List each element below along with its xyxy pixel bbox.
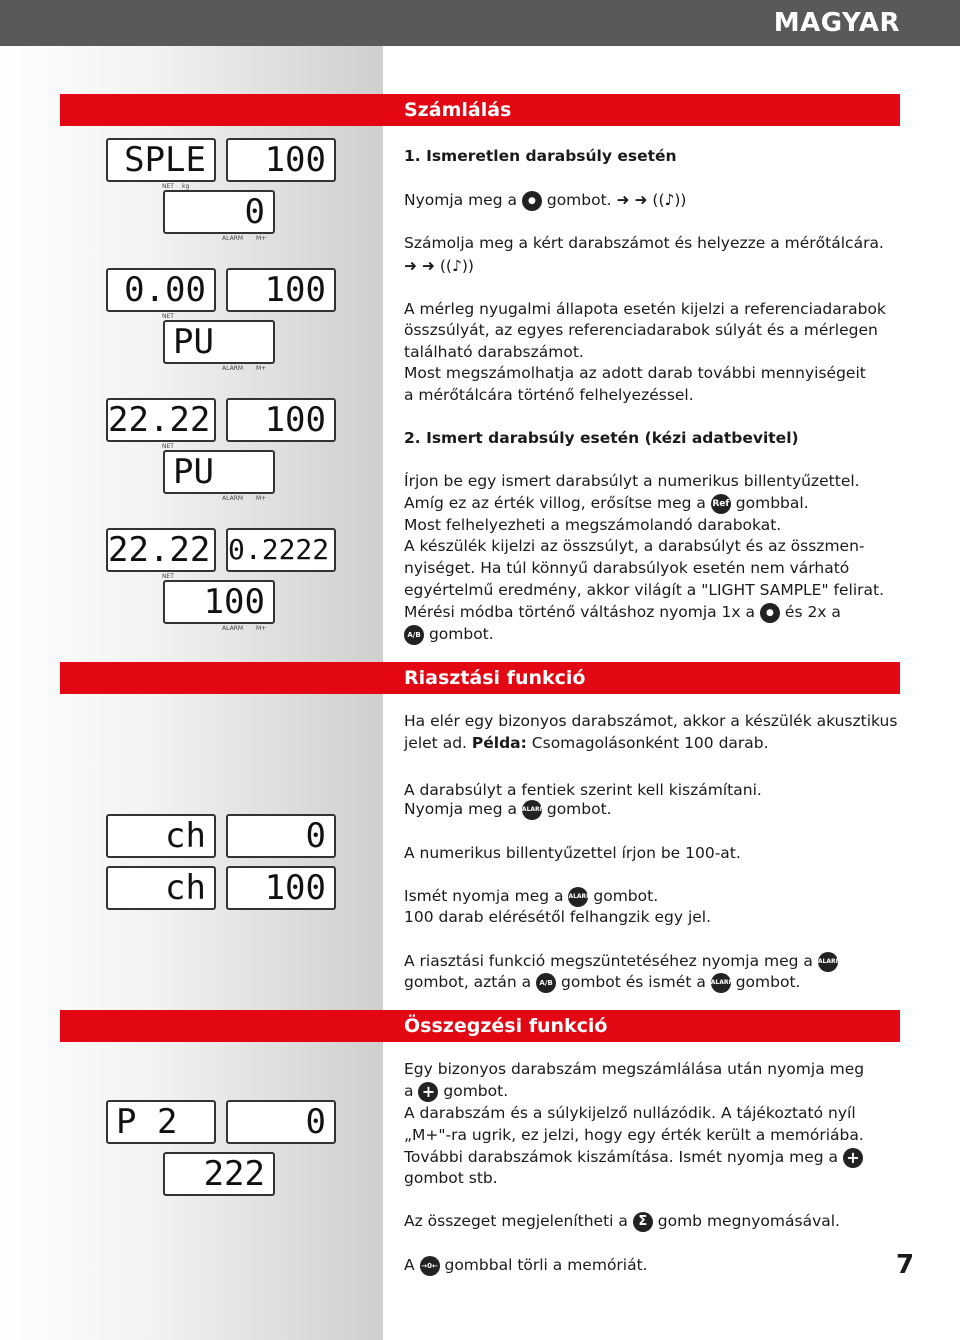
text-line: összsúlyát, az egyes referenciadarabok súlyát és a mérlegen	[404, 321, 878, 339]
text-line: „M+"-ra ugrik, ez jelzi, hogy egy érték került a memóriába.	[404, 1126, 864, 1144]
beep-icon: ((♪))	[652, 191, 687, 209]
mplus-indicator: M+	[256, 495, 267, 502]
text-line: További darabszámok kiszámítása. Ismét nyomja meg a +	[404, 1147, 863, 1169]
alarm-button-icon: ALARM	[568, 887, 588, 907]
text-line: Most felhelyezheti a megszámolandó darabokat.	[404, 516, 782, 534]
sigma-button-icon: Σ	[633, 1212, 653, 1232]
page-number: 7	[896, 1250, 915, 1280]
text-line: Amíg ez az érték villog, erősítse meg a Ref gombbal.	[404, 494, 809, 512]
arrow-right-icon: ➜ ➜	[404, 257, 435, 275]
net-indicator: NET	[162, 183, 174, 190]
sum-lcd-right: 0	[226, 1100, 336, 1144]
net-indicator: NET	[162, 573, 174, 580]
alarm-button-icon: ALARM	[818, 952, 838, 972]
text-line: a + gombot.	[404, 1081, 509, 1101]
subheading-unknown-weight: 1. Ismeretlen darabsúly esetén	[404, 147, 677, 165]
kg-indicator: kg	[182, 183, 190, 190]
net-indicator: NET	[162, 443, 174, 450]
alarm-button-icon: ALARM	[711, 973, 731, 993]
language-label: MAGYAR	[773, 8, 900, 38]
net-indicator: NET	[162, 313, 174, 320]
text-line: gombot stb.	[404, 1169, 498, 1187]
lcd-left: 22.22	[106, 528, 216, 572]
plus-button-icon: +	[843, 1148, 863, 1168]
lcd-bottom: PU	[163, 450, 275, 494]
alarm-indicator: ALARM	[222, 625, 244, 632]
text-line: 100 darab elérésétől felhangzik egy jel.	[404, 908, 712, 926]
section-title-sum: Összegzési funkció	[404, 1015, 608, 1037]
text-line: Egy bizonyos darabszám megszámlálása után nyomja meg	[404, 1060, 865, 1078]
text-line: Írjon be egy ismert darabsúlyt a numerikus billentyűzettel.	[404, 472, 860, 490]
lcd-left: 22.22	[106, 398, 216, 442]
text-line	[404, 256, 474, 278]
text-line: Számolja meg a kért darabszámot és helyezze a mérőtálcára.	[404, 234, 884, 252]
lcd-right: 100	[226, 138, 336, 182]
mplus-indicator: M+	[256, 235, 267, 242]
text-line: A mérleg nyugalmi állapota esetén kijelzi a referenciadarabok	[404, 300, 886, 318]
text-line: jelet ad. Példa: Csomagolásonként 100 darab.	[404, 734, 769, 752]
text-line: egyértelmű eredmény, akkor világít a "LIGHT SAMPLE" felirat.	[404, 581, 885, 599]
lcd-left: 0.00	[106, 268, 216, 312]
alarm-lcd-right-2: 100	[226, 866, 336, 910]
plus-button-icon: +	[418, 1082, 438, 1102]
section-title-alarm: Riasztási funkció	[404, 667, 586, 689]
text-line: Nyomja meg a ● gombot. ➜ ➜ ((♪))	[404, 191, 687, 209]
text-line: A készülék kijelzi az összsúlyt, a darabsúlyt és az összmen-	[404, 537, 865, 555]
text-line: a mérőtálcára történő felhelyezéssel.	[404, 386, 694, 404]
lcd-right: 0.2222	[226, 528, 336, 572]
section-title-counting: Számlálás	[404, 99, 512, 121]
lcd-bottom: 0	[163, 190, 275, 234]
lcd-bottom: PU	[163, 320, 275, 364]
text-line: A darabszám és a súlykijelző nullázódik. A tájékoztató nyíl	[404, 1104, 856, 1122]
sum-lcd-bottom: 222	[163, 1152, 275, 1196]
alarm-lcd-left-1: ch	[106, 814, 216, 858]
alarm-indicator: ALARM	[222, 365, 244, 372]
alarm-indicator: ALARM	[222, 495, 244, 502]
text-line: Ismét nyomja meg a ALARM gombot.	[404, 887, 659, 905]
lcd-right: 100	[226, 268, 336, 312]
text-line: található darabszámot.	[404, 343, 584, 361]
text-line: A numerikus billentyűzettel írjon be 100-at.	[404, 844, 741, 862]
pieces-button-icon: ●	[522, 191, 542, 211]
alarm-indicator: ALARM	[222, 235, 244, 242]
lcd-left: SPLE	[106, 138, 216, 182]
text-line: Most megszámolhatja az adott darab további mennyiségeit	[404, 364, 866, 382]
lcd-right: 100	[226, 398, 336, 442]
ref-button-icon: Ref	[711, 494, 731, 514]
text-line: Mérési módba történő váltáshoz nyomja 1x a ● és 2x a	[404, 603, 841, 621]
zero-button-icon: →0←	[420, 1256, 440, 1276]
alarm-button-icon: ALARM	[522, 800, 542, 820]
mplus-indicator: M+	[256, 365, 267, 372]
text-line: A →0← gombbal törli a memóriát.	[404, 1256, 648, 1274]
text-line: A/B gombot.	[404, 624, 494, 646]
text-line: A riasztási funkció megszüntetéséhez nyomja meg a ALARM	[404, 952, 842, 970]
text-line: gombot, aztán a A/B gombot és ismét a ALARM gombot.	[404, 973, 801, 991]
pieces-button-icon: ●	[760, 603, 780, 623]
text-line: Az összeget megjelenítheti a Σ gomb megnyomásával.	[404, 1212, 840, 1230]
beep-icon: ((♪))	[439, 257, 474, 275]
alarm-lcd-left-2: ch	[106, 866, 216, 910]
mplus-indicator: M+	[256, 625, 267, 632]
ab-ce-button-icon: A/B	[404, 625, 424, 645]
arrow-right-icon: ➜ ➜	[616, 191, 648, 209]
text-line: Nyomja meg a ALARM gombot.	[404, 800, 612, 818]
subheading-known-weight: 2. Ismert darabsúly esetén (kézi adatbevitel)	[404, 429, 799, 447]
text-line: nyiséget. Ha túl könnyű darabsúlyok esetén nem várható	[404, 559, 850, 577]
sum-lcd-left: P 2	[106, 1100, 216, 1144]
text-line: Ha elér egy bizonyos darabszámot, akkor a készülék akusztikus	[404, 712, 898, 730]
lcd-bottom: 100	[163, 580, 275, 624]
ab-ce-button-icon: A/B	[536, 973, 556, 993]
alarm-lcd-right-1: 0	[226, 814, 336, 858]
text-line: A darabsúlyt a fentiek szerint kell kiszámítani.	[404, 781, 762, 799]
